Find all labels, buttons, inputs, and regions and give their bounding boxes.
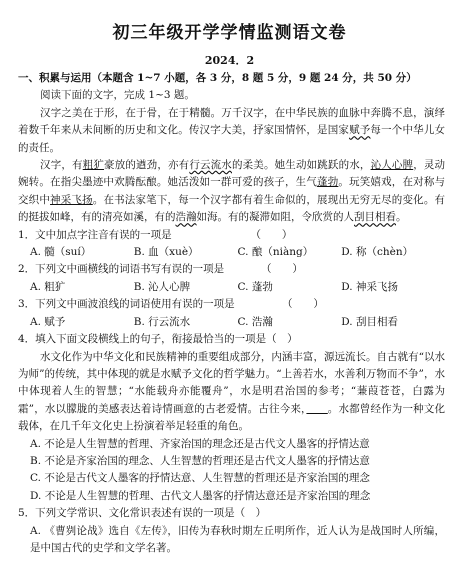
question-stem: 1．文中加点字注音有误的一项是: [18, 228, 172, 241]
option-d[interactable]: D. 神采飞扬: [341, 280, 398, 293]
wavy-word: 刮目相看: [354, 211, 396, 224]
question-5: 5．下列文学常识、文化常识表述有误的一项是（ ）: [18, 507, 267, 520]
passage-text: 水文化作为中华文化和民族精神的重要组成部分，内涵丰富，源远流长。自古就有“以水为师”的传统，其中体现的就是水赋予文化的哲学魅力。“上善若水，水善利万物而不争”，水中体现着人生的智慧；“水能载舟亦能覆舟”，水是明君治国的参考；“蒹葭苍苍，白露为霜”，水以朦胧的美感表达着诗情画意的古老爱情。古往今来，: [18, 350, 445, 415]
answer-paren: （ ）: [266, 263, 303, 276]
exam-date: 2024．2: [204, 54, 255, 67]
option-c[interactable]: C. 蓬勃: [237, 280, 273, 293]
wavy-word-fuyu: 赋予: [349, 124, 371, 137]
passage-text: 。玩笑嬉戏，在对称与交织中: [18, 176, 446, 206]
passage-paragraph-2: [18, 157, 445, 227]
option-b[interactable]: B. 不论是齐家治国的理念、人生智慧的哲理还是古代文人墨客的抒情达意: [30, 454, 370, 467]
question-2: [18, 261, 445, 278]
option-a[interactable]: A. 《曹刿论战》选自《左传》，旧传为春秋时期左丘明所作，近人认为是战国时人所编，是中国古代的史学和文学名著。: [30, 524, 445, 554]
wavy-word: 行云流水: [189, 159, 232, 172]
underlined-word: 沁人心脾: [370, 159, 414, 172]
question-4-passage: [18, 349, 445, 436]
exam-body: [18, 70, 445, 557]
passage-text: 。水都曾经作为一种文化载体，在几千年文化史上扮演着举足轻重的角色。: [18, 402, 445, 433]
question-2-options: [30, 279, 445, 296]
passage-paragraph-1: [18, 105, 445, 157]
option-c[interactable]: C. 不论是古代文人墨客的抒情达意、人生智慧的哲理还是齐家治国的理念: [30, 472, 370, 485]
fill-blank[interactable]: [306, 403, 327, 415]
question-1: [18, 227, 445, 244]
passage-text: 豪放的遒劲，亦有: [104, 159, 190, 172]
wavy-word: 浩瀚: [175, 211, 197, 224]
option-b[interactable]: B. 沁人心脾: [133, 280, 191, 293]
option-a[interactable]: A. 髓（suí）: [30, 246, 92, 259]
option-c[interactable]: C. 浩瀚: [237, 315, 273, 328]
passage-text: 汉字，有: [40, 159, 83, 172]
option-a[interactable]: A. 不论是人生智慧的哲理、齐家治国的理念还是古代文人墨客的抒情达意: [30, 437, 370, 450]
passage-text: 每一个中华儿女的责任。: [18, 124, 445, 154]
option-b[interactable]: B. 行云流水: [133, 315, 191, 328]
passage-text: 。在书法家笔下，每一个汉字都有着生命似的，展现出无穷无尽的变化。有的挺拔如峰，有的清亮如溪，有的: [18, 193, 446, 224]
reading-instruction: 阅读下面的文字，完成 1~3 题。: [40, 89, 195, 102]
question-stem: 2．下列文中画横线的词语书写有误的一项是: [18, 263, 225, 276]
question-3-options: [30, 314, 445, 331]
question-4: 4．填入下面文段横线上的句子，衔接最恰当的一项是（ ）: [18, 333, 298, 346]
answer-paren: （ ）: [287, 298, 324, 311]
passage-text: 如海。有的凝滞如阻，令欣赏的人: [196, 211, 354, 224]
question-stem: 3．下列文中画波浪线的词语使用有误的一项是: [18, 298, 235, 311]
exam-title: 初三年级开学学情监测语文卷: [112, 23, 347, 43]
option-d[interactable]: D. 不论是人生智慧的哲理、古代文人墨客的抒情达意还是齐家治国的理念: [30, 489, 371, 502]
option-d[interactable]: D. 称（chèn）: [341, 246, 414, 259]
underlined-word: 粗犷: [82, 159, 105, 172]
section-heading: 一、积累与运用（本题含 1~7 小题，各 3 分，8 题 5 分，9 题 24 分，共 50 分）: [18, 72, 417, 84]
passage-text: 。: [396, 211, 407, 224]
option-a[interactable]: A. 粗犷: [30, 280, 66, 293]
option-a[interactable]: A. 赋予: [30, 315, 66, 328]
passage-text: ，灵动婉转。在指尖墨迹中欢腾酝酿。她活泼如一群可爱的孩子，生气: [18, 159, 446, 189]
option-d[interactable]: D. 刮目相看: [341, 315, 398, 328]
question-3: [18, 296, 445, 313]
option-c[interactable]: C. 酿（niàng）: [237, 246, 314, 259]
underlined-word: 神采飞扬: [50, 193, 93, 206]
question-1-options: [30, 244, 445, 261]
answer-paren: （ ）: [255, 228, 293, 241]
underlined-word: 蓬勃: [317, 176, 339, 189]
passage-text: 汉字之美在于形，在于骨，在于精髓。万千汉字，在中华民族的血脉中奔腾不息，演绎着数千年来从未间断的历史和文化。传汉字大美，抒家国情怀，是国家: [18, 106, 445, 137]
passage-text: 的柔美。她生动如跳跃的水，: [231, 159, 371, 172]
option-b[interactable]: B. 血（xuè）: [133, 246, 199, 259]
